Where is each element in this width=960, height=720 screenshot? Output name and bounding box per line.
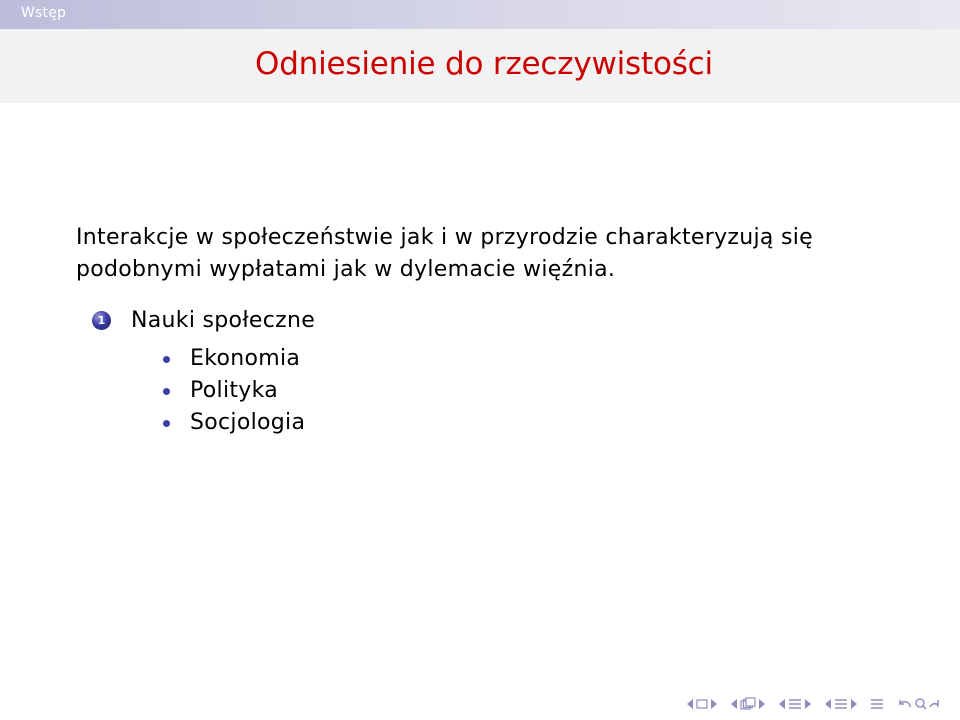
headline-bar: [0, 0, 960, 29]
subsection-next-icon[interactable]: [758, 698, 766, 710]
sub-list-item: [163, 342, 305, 374]
doc-next-icon[interactable]: [850, 698, 858, 710]
doc-prev-icon[interactable]: [824, 698, 832, 710]
sub-list-item-label: Socjologia: [190, 409, 306, 435]
sub-list: [163, 342, 305, 438]
align-icon[interactable]: [870, 698, 884, 710]
frame-title: Odniesienie do rzeczywistości: [255, 46, 713, 82]
slide-icon[interactable]: [696, 698, 708, 710]
bullet-icon: [163, 356, 170, 363]
navigation-symbols: [686, 697, 948, 711]
subsection-prev-icon[interactable]: [730, 698, 738, 710]
nav-subsection-group: [730, 697, 766, 711]
nav-search-group: [896, 697, 940, 711]
section-icon[interactable]: [788, 698, 802, 710]
section-next-icon[interactable]: [804, 698, 812, 710]
enumerate-item-1: [92, 304, 315, 336]
nav-doc-group: [824, 698, 858, 710]
intro-paragraph: Interakcje w społeczeństwie jak i w przyrodzie charakteryzują się podobnymi wypłatami jak w dylemacie więźnia.: [76, 225, 813, 282]
back-icon[interactable]: [896, 697, 912, 711]
section-prev-icon[interactable]: [778, 698, 786, 710]
doc-icon[interactable]: [834, 698, 848, 710]
nav-frame-group: [686, 698, 718, 710]
sub-list-item: [163, 406, 305, 438]
search-icon[interactable]: [914, 697, 940, 711]
bullet-icon: [163, 420, 170, 427]
enumerate-label: Nauki społeczne: [131, 307, 316, 333]
nav-section-group: [778, 698, 812, 710]
frame-icon[interactable]: [740, 697, 756, 711]
enumerate-number-ball: 1: [92, 311, 111, 330]
frame-title-bar: [0, 29, 960, 103]
section-name[interactable]: Wstęp: [21, 5, 67, 21]
frame-prev-icon[interactable]: [686, 698, 694, 710]
nav-align-group: [870, 698, 884, 710]
frame-next-icon[interactable]: [710, 698, 718, 710]
sub-list-item-label: Polityka: [190, 377, 279, 403]
sub-list-item-label: Ekonomia: [190, 345, 301, 371]
bullet-icon: [163, 388, 170, 395]
sub-list-item: [163, 374, 305, 406]
